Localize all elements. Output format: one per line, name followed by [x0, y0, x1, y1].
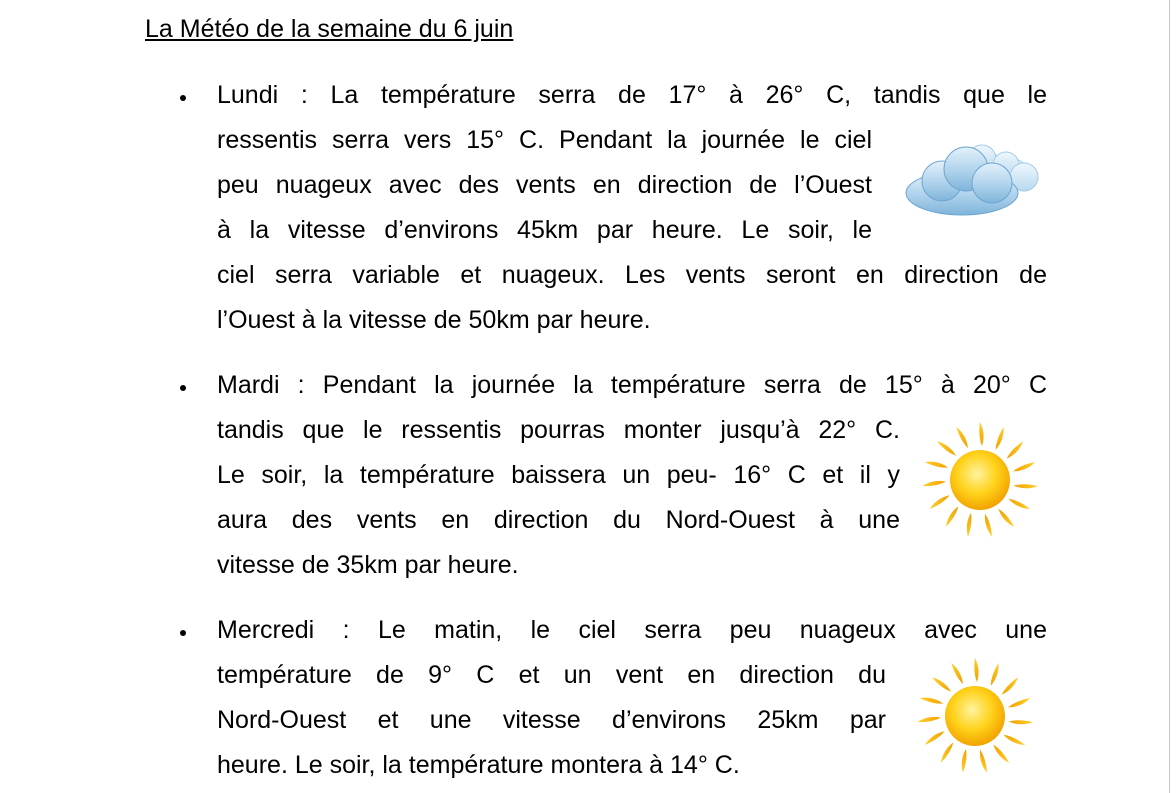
mardi-line-3: Le soir, la température baissera un peu- 16° C et il y [217, 461, 900, 489]
sun-icon-mardi [918, 418, 1042, 542]
mercredi-line-3: Nord-Ouest et une vitesse d’environs 25km par [217, 706, 886, 734]
page-title: La Météo de la semaine du 6 juin [145, 15, 514, 43]
page-edge [1169, 0, 1170, 793]
lundi-line-6: l’Ouest à la vitesse de 50km par heure. [217, 306, 651, 334]
lundi-line-1: Lundi : La température serra de 17° à 26° C, tandis que le [217, 81, 1047, 109]
sun-icon-mercredi [913, 654, 1037, 778]
mardi-line-5: vitesse de 35km par heure. [217, 551, 519, 579]
lundi-line-5: ciel serra variable et nuageux. Les vents seront en direction de [217, 261, 1047, 289]
mardi-line-1: Mardi : Pendant la journée la température serra de 15° à 20° C [217, 371, 1047, 399]
bullet-mardi [180, 385, 186, 391]
mercredi-line-2: température de 9° C et un vent en direction du [217, 661, 886, 689]
mercredi-line-4: heure. Le soir, la température montera à 14° C. [217, 751, 740, 779]
bullet-lundi [180, 95, 186, 101]
lundi-line-2: ressentis serra vers 15° C. Pendant la journée le ciel [217, 126, 872, 154]
partly-cloudy-icon [900, 135, 1045, 220]
mercredi-line-1: Mercredi : Le matin, le ciel serra peu nuageux avec une [217, 616, 1047, 644]
lundi-line-4: à la vitesse d’environs 45km par heure. Le soir, le [217, 216, 872, 244]
mardi-line-2: tandis que le ressentis pourras monter jusqu’à 22° C. [217, 416, 900, 444]
lundi-line-3: peu nuageux avec des vents en direction de l’Ouest [217, 171, 872, 199]
bullet-mercredi [180, 630, 186, 636]
mardi-line-4: aura des vents en direction du Nord-Ouest à une [217, 506, 900, 534]
